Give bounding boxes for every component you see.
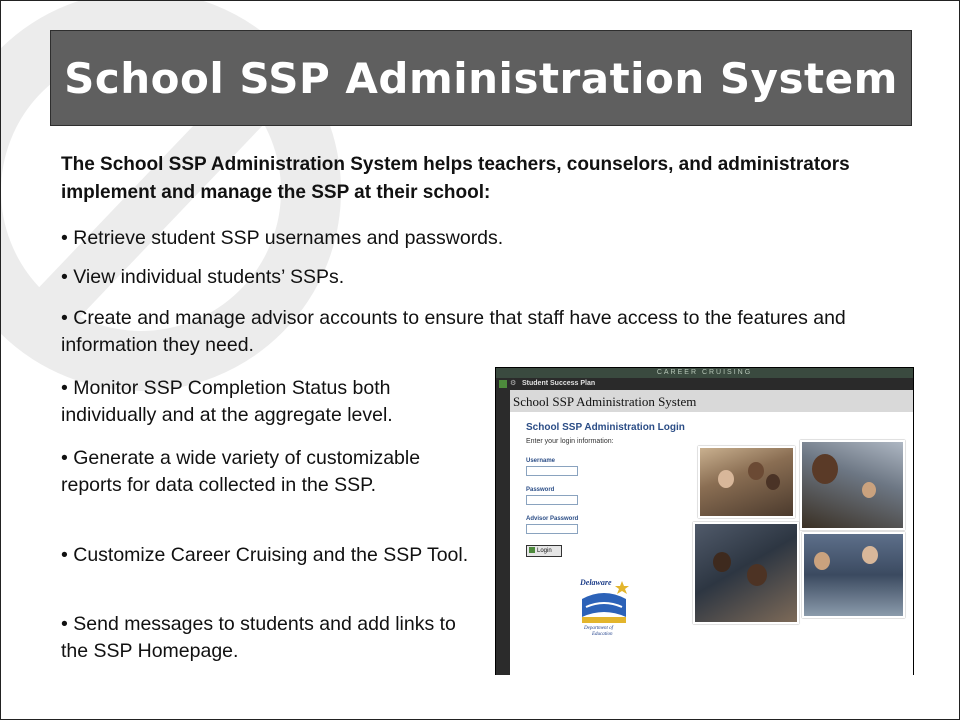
login-subtitle: Enter your login information: — [526, 438, 614, 445]
bullet-customize: • Customize Career Cruising and the SSP Tool. — [61, 544, 469, 566]
username-label: Username — [526, 458, 556, 464]
bullet-completion-status: • Monitor SSP Completion Status both individually and at the aggregate level. — [61, 377, 393, 426]
password-label: Password — [526, 487, 555, 493]
advisor-password-field[interactable] — [526, 524, 578, 534]
page-title: School SSP Administration System — [64, 53, 898, 103]
gear-icon[interactable]: ⚙ — [510, 380, 517, 387]
photo-office-workers — [802, 532, 905, 618]
screenshot-header — [510, 390, 913, 413]
app-nav-band — [496, 378, 913, 390]
screenshot-header-title: School SSP Administration System — [513, 394, 697, 409]
bullet-view-ssps: • View individual students’ SSPs. — [61, 266, 345, 288]
svg-text:Education: Education — [592, 632, 613, 637]
login-screenshot — [495, 367, 914, 675]
arrow-icon — [529, 547, 535, 553]
password-field[interactable] — [526, 495, 578, 505]
photo-students-computers — [693, 522, 799, 624]
advisor-password-label: Advisor Password — [526, 516, 579, 522]
bullet-retrieve-credentials: • Retrieve student SSP usernames and passwords. — [61, 227, 504, 249]
bullet-reports: • Generate a wide variety of customizable reports for data collected in the SSP. — [61, 447, 421, 496]
home-icon[interactable] — [499, 380, 507, 388]
app-name: Student Success Plan — [522, 380, 596, 387]
title-bar — [50, 30, 912, 126]
login-title: School SSP Administration Login — [526, 422, 685, 433]
username-field[interactable] — [526, 466, 578, 476]
login-button-label: Login — [537, 548, 552, 554]
svg-text:Department of: Department of — [584, 626, 614, 631]
intro-text: The School SSP Administration System helps teachers, counselors, and administrators implement and manage the SSP at their school: — [61, 154, 850, 203]
photo-students-laptop — [698, 446, 795, 518]
bullet-advisor-accounts: • Create and manage advisor accounts to ensure that staff have access to the features and information they need. — [61, 307, 846, 356]
bullet-messages: • Send messages to students and add links to the SSP Homepage. — [61, 613, 456, 662]
left-strip — [496, 390, 510, 675]
brand-band: CAREER CRUISING — [496, 368, 913, 378]
login-button[interactable] — [526, 545, 562, 557]
svg-text:Delaware: Delaware — [580, 578, 612, 587]
delaware-doe-logo — [572, 577, 636, 637]
photo-student-headset — [800, 440, 905, 530]
login-panel — [510, 412, 913, 675]
